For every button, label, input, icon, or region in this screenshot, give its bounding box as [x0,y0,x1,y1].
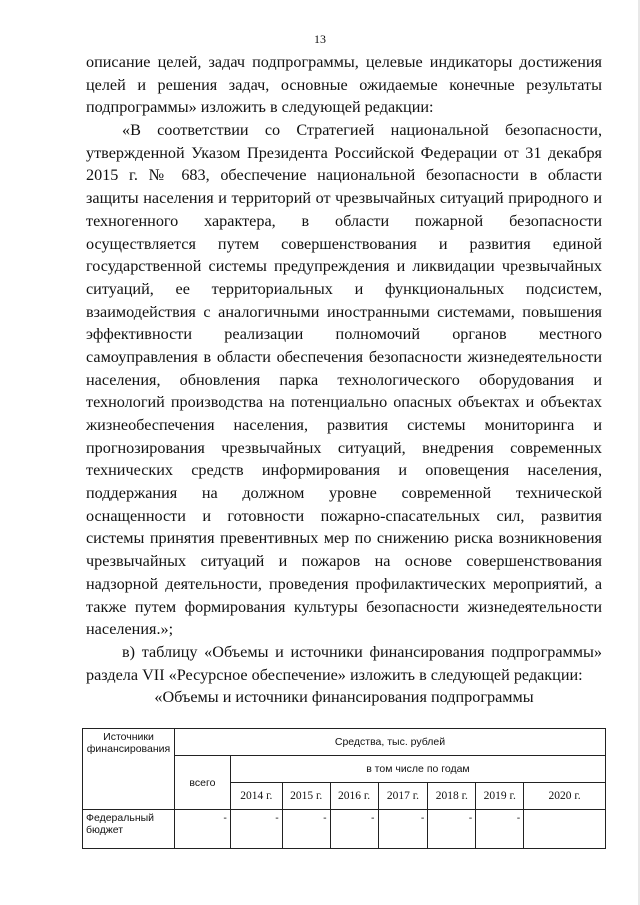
cell-value: - [282,810,330,849]
year-header: 2019 г. [476,783,524,810]
quote-line: утвержденной Указом Президента Российской Федерации от 31 декабря [86,143,602,162]
quote-line: 2015 г. № 683, обеспечение национальной безопасности в области [86,166,602,185]
cell-value: - [378,810,428,849]
quote-line: надзорной деятельности, проведения профилактических мероприятий, а [86,574,602,593]
year-header: 2017 г. [378,783,428,810]
quote-line: населения.»; [86,620,174,639]
cell-value: - [330,810,378,849]
cell-value: - [428,810,476,849]
header-by-year: в том числе по годам [230,756,605,783]
paragraph-line: целей и решения задач, основные ожидаемые конечные результаты [86,75,602,94]
year-header: 2018 г. [428,783,476,810]
quote-line: системы принятия превентивных мер по снижению риска возникновения [86,529,602,548]
quote-line: эффективности реализации полномочий органов местного [86,325,602,344]
paragraph-line: раздела VII «Ресурсное обеспечение» изложить в следующей редакции: [86,665,583,684]
header-source: Источники финансирования [83,729,175,810]
quote-line: поддержания на должном уровне современной технической [86,484,602,503]
quote-line: жизнеобеспечения населения, развития системы мониторинга и [86,416,602,434]
quote-line: чрезвычайных ситуаций и пожаров на основе совершенствования [86,552,602,571]
quote-line: прогнозирования чрезвычайных ситуаций, внедрения современных [86,438,602,457]
year-header: 2015 г. [282,783,330,810]
header-total: всего [174,756,230,810]
paragraph-line: описание целей, задач подпрограммы, целевые индикаторы достижения [86,53,602,71]
quote-line: технологий производства на потенциально опасных объектах и объектах [86,393,602,412]
table-row [83,810,606,849]
quote-line: ситуаций, ее территориальных и функциональных подсистем, [86,279,602,298]
cell-value: - [476,810,524,849]
header-funds: Средства, тыс. рублей [174,729,605,756]
paragraph-line: подпрограммы» изложить в следующей редакции: [86,98,434,117]
quote-line: технических средств информирования и оповещения населения, [86,461,602,480]
year-header: 2020 г. [524,783,606,810]
table-title: «Объемы и источники финансирования подпрограммы [154,688,534,707]
financing-table [82,728,606,849]
financing-table-wrap [82,728,606,849]
quote-line: «В соответствии со Стратегией национальной безопасности, [122,121,602,140]
quote-line: защиты населения и территорий от чрезвычайных ситуаций природного и [86,189,602,208]
quote-line: населения, обновления парка технологического оборудования и [86,370,602,389]
cell-value: - [230,810,282,849]
quote-line: взаимодействия с аналогичными иностранными системами, повышения [86,302,602,321]
page-number: 13 [314,32,326,46]
year-header: 2014 г. [230,783,282,810]
cell-value: - [174,810,230,849]
quote-line: государственной системы предупреждения и ликвидации чрезвычайных [86,257,602,276]
quote-line: осуществляется путем совершенствования и развития единой [86,234,602,253]
paragraph-line: в) таблицу «Объемы и источники финансирования подпрограммы» [122,642,602,661]
quote-line: оснащенности и готовности пожарно-спасательных сил, развития [86,506,602,525]
year-header: 2016 г. [330,783,378,810]
cell-value [524,810,606,849]
body-text [86,51,602,709]
quote-line: самоуправления в области обеспечения безопасности жизнедеятельности [86,347,602,366]
row-source: Федеральный бюджет [83,810,175,849]
quote-line: техногенного характера, в области пожарной безопасности [86,211,602,230]
quote-line: также путем формирования культуры безопасности жизнедеятельности [86,597,602,616]
